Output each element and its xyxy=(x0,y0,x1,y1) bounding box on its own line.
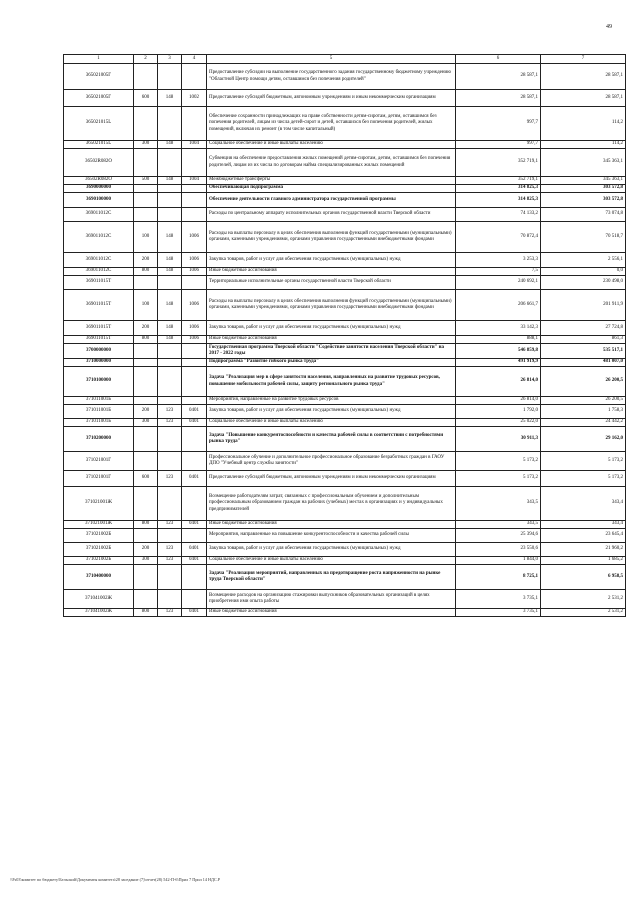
cell-col-2 xyxy=(134,397,158,405)
table-row xyxy=(64,177,626,185)
table-header-row xyxy=(64,55,626,64)
cell-col-3 xyxy=(158,276,182,290)
cell-col-4 xyxy=(182,590,207,609)
table-row xyxy=(64,107,626,141)
cell-col-4 xyxy=(182,487,207,521)
cell-col-4 xyxy=(182,208,207,222)
cell-value-6: 3 735,1 xyxy=(456,609,541,617)
cell-col-2 xyxy=(134,208,158,222)
cell-name: Обеспечение деятельности главного администратора государственной программы xyxy=(207,193,456,208)
cell-name: Государственная программа Тверской области "Содействие занятости населения Тверской области" на 2017 - 2022 годы xyxy=(207,344,456,359)
cell-col-4 xyxy=(182,427,207,452)
cell-code: 369011015Т xyxy=(64,321,134,336)
cell-value-7: 70 518,7 xyxy=(541,222,626,253)
cell-col-2: 200 xyxy=(134,543,158,557)
table-row xyxy=(64,253,626,268)
cell-col-3 xyxy=(158,590,182,609)
table-row xyxy=(64,405,626,419)
cell-value-6: 1 792,0 xyxy=(456,405,541,419)
cell-value-6: 70 872,4 xyxy=(456,222,541,253)
table-row xyxy=(64,397,626,405)
cell-value-6: 5 173,2 xyxy=(456,471,541,487)
cell-col-4 xyxy=(182,452,207,471)
cell-col-4: 1004 xyxy=(182,141,207,149)
cell-col-4: 0401 xyxy=(182,405,207,419)
cell-name: Субвенция на обеспечение предоставления жилых помещений детям-сиротам, детям, оставшимся без попечения родителей, лицам из их числа по договорам найма специализированных жилых помещений xyxy=(207,149,456,177)
cell-value-6: 240 692,1 xyxy=(456,276,541,290)
table-row xyxy=(64,185,626,193)
cell-value-6: 491 919,9 xyxy=(456,359,541,367)
cell-name: Закупка товаров, работ и услуг для обеспечения государственных (муниципальных) нужд xyxy=(207,543,456,557)
cell-value-6: 352 719,1 xyxy=(456,149,541,177)
cell-col-3 xyxy=(158,367,182,397)
cell-name: Расходы по центральному аппарату исполнительных органов государственной власти Тверской области xyxy=(207,208,456,222)
cell-value-7: 343,4 xyxy=(541,521,626,529)
cell-col-2 xyxy=(134,149,158,177)
cell-col-3 xyxy=(158,565,182,590)
cell-col-2 xyxy=(134,487,158,521)
cell-value-7: 303 572,8 xyxy=(541,193,626,208)
cell-col-3: 148 xyxy=(158,336,182,344)
cell-col-2: 800 xyxy=(134,609,158,617)
cell-value-6: 352 719,1 xyxy=(456,177,541,185)
cell-col-2 xyxy=(134,529,158,543)
cell-col-4 xyxy=(182,565,207,590)
cell-col-2: 100 xyxy=(134,222,158,253)
cell-col-4 xyxy=(182,185,207,193)
cell-col-3: 148 xyxy=(158,141,182,149)
cell-col-3 xyxy=(158,149,182,177)
cell-value-7: 343,4 xyxy=(541,487,626,521)
cell-col-4 xyxy=(182,344,207,359)
cell-col-3 xyxy=(158,64,182,90)
cell-value-7: 1 685,2 xyxy=(541,557,626,565)
cell-col-2 xyxy=(134,107,158,141)
cell-name: Профессиональное обучение и дополнительное профессиональное образование безработных граждан в ГАОУ ДПО "Учебный центр службы занятости" xyxy=(207,452,456,471)
cell-code: 371021001Г xyxy=(64,471,134,487)
cell-value-6: 997,7 xyxy=(456,141,541,149)
cell-value-7: 345 363,1 xyxy=(541,149,626,177)
cell-col-3 xyxy=(158,452,182,471)
cell-col-3 xyxy=(158,208,182,222)
cell-value-7: 23 645,4 xyxy=(541,529,626,543)
cell-col-4 xyxy=(182,367,207,397)
cell-value-7: 6 958,5 xyxy=(541,565,626,590)
cell-col-3: 148 xyxy=(158,90,182,107)
cell-value-7: 535 517,1 xyxy=(541,344,626,359)
cell-name: Обеспечивающая подпрограмма xyxy=(207,185,456,193)
cell-col-3 xyxy=(158,359,182,367)
cell-code: 371021001Г xyxy=(64,452,134,471)
cell-name: Межбюджетные трансферты xyxy=(207,177,456,185)
cell-col-4 xyxy=(182,397,207,405)
table-row xyxy=(64,276,626,290)
cell-col-2 xyxy=(134,565,158,590)
cell-name: Закупка товаров, работ и услуг для обеспечения государственных (муниципальных) нужд xyxy=(207,321,456,336)
cell-name: Иные бюджетные ассигнования xyxy=(207,268,456,276)
cell-name: Подпрограмма "Развитие гибкого рынка труда" xyxy=(207,359,456,367)
cell-name: Расходы на выплаты персоналу в целях обеспечения выполнения функций государственными (муниципальными) органами, казенными учреждениями, органами управления государственными внебюджетными фондами xyxy=(207,290,456,321)
cell-col-3 xyxy=(158,344,182,359)
cell-col-4 xyxy=(182,64,207,90)
cell-col-3 xyxy=(158,107,182,141)
table-row xyxy=(64,452,626,471)
cell-col-4: 1006 xyxy=(182,268,207,276)
cell-value-6: 3 735,1 xyxy=(456,590,541,609)
cell-name: Территориальные исполнительные органы государственной власти Тверской области xyxy=(207,276,456,290)
table-row xyxy=(64,268,626,276)
cell-value-7: 0,0 xyxy=(541,268,626,276)
cell-code: 371021001Ж xyxy=(64,521,134,529)
cell-col-2 xyxy=(134,590,158,609)
cell-col-4 xyxy=(182,529,207,543)
header-col-3: 3 xyxy=(158,55,182,64)
cell-value-7: 1 758,3 xyxy=(541,405,626,419)
cell-value-7: 2 531,2 xyxy=(541,590,626,609)
cell-value-6: 28 587,1 xyxy=(456,64,541,90)
cell-code: 3710000000 xyxy=(64,359,134,367)
table-row xyxy=(64,487,626,521)
cell-col-4 xyxy=(182,149,207,177)
cell-col-2 xyxy=(134,452,158,471)
table-row xyxy=(64,141,626,149)
cell-name: Иные бюджетные ассигнования xyxy=(207,609,456,617)
cell-col-4: 0401 xyxy=(182,419,207,427)
table-row xyxy=(64,590,626,609)
cell-col-2: 800 xyxy=(134,268,158,276)
cell-col-3: 148 xyxy=(158,290,182,321)
cell-col-3: 123 xyxy=(158,419,182,427)
cell-name: Иные бюджетные ассигнования xyxy=(207,521,456,529)
cell-code: 3690000000 xyxy=(64,185,134,193)
cell-name: Возмещение работодателям затрат, связанных с профессиональным обучением и дополнительным профессиональным образованием граждан на рабочих (учебных) местах в организациях и у индивидуальных предпринимателей xyxy=(207,487,456,521)
cell-name: Мероприятия, направленные на повышение конкурентоспособности и качества рабочей силы xyxy=(207,529,456,543)
cell-col-4: 0401 xyxy=(182,471,207,487)
cell-name: Предоставление субсидий бюджетным, автономным учреждениям и иным некоммерческим организациям xyxy=(207,90,456,107)
cell-name: Предоставление субсидий бюджетным, автономным учреждениям и иным некоммерческим организациям xyxy=(207,471,456,487)
cell-col-3: 148 xyxy=(158,321,182,336)
cell-code: 369011012С xyxy=(64,208,134,222)
cell-code: 369011012С xyxy=(64,268,134,276)
cell-col-2: 600 xyxy=(134,90,158,107)
cell-value-6: 30 911,3 xyxy=(456,427,541,452)
table-row xyxy=(64,557,626,565)
cell-col-2: 600 xyxy=(134,471,158,487)
table-row xyxy=(64,529,626,543)
cell-value-7: 230 498,0 xyxy=(541,276,626,290)
cell-col-2: 500 xyxy=(134,177,158,185)
cell-col-3: 148 xyxy=(158,268,182,276)
cell-col-4: 1006 xyxy=(182,336,207,344)
cell-name: Социальное обеспечение и иные выплаты населению xyxy=(207,419,456,427)
cell-value-7: 26 200,5 xyxy=(541,367,626,397)
table-row xyxy=(64,321,626,336)
table-row xyxy=(64,471,626,487)
cell-col-4 xyxy=(182,359,207,367)
cell-value-6: 206 661,7 xyxy=(456,290,541,321)
cell-value-7: 28 587,1 xyxy=(541,90,626,107)
cell-code: 369011015Т xyxy=(64,290,134,321)
header-col-5: 5 xyxy=(207,55,456,64)
cell-code: 371041002Ж xyxy=(64,590,134,609)
cell-col-3 xyxy=(158,397,182,405)
cell-value-6: 546 859,8 xyxy=(456,344,541,359)
cell-col-3: 123 xyxy=(158,521,182,529)
cell-code: 365021005Г xyxy=(64,64,134,90)
cell-code: 371011001Б xyxy=(64,397,134,405)
cell-col-3: 148 xyxy=(158,177,182,185)
cell-col-4 xyxy=(182,276,207,290)
cell-name: Задача "Реализация мероприятий, направленных на предотвращение роста напряженности на рынке труда Тверской области" xyxy=(207,565,456,590)
cell-name: Расходы на выплаты персоналу в целях обеспечения выполнения функций государственными (муниципальными) органами, казенными учреждениями, органами управления государственными внебюджетными фондами xyxy=(207,222,456,253)
table-row xyxy=(64,290,626,321)
cell-col-2: 300 xyxy=(134,419,158,427)
cell-col-2 xyxy=(134,185,158,193)
table-row xyxy=(64,565,626,590)
cell-value-6: 26 814,0 xyxy=(456,367,541,397)
header-col-2: 2 xyxy=(134,55,158,64)
cell-value-6: 25 022,0 xyxy=(456,419,541,427)
cell-col-4: 1002 xyxy=(182,90,207,107)
cell-value-7: 26 200,5 xyxy=(541,397,626,405)
cell-code: 365021015L xyxy=(64,107,134,141)
cell-col-3: 123 xyxy=(158,543,182,557)
cell-col-2 xyxy=(134,344,158,359)
cell-code: 3710200000 xyxy=(64,427,134,452)
cell-code: 371021002Б xyxy=(64,543,134,557)
cell-value-6: 7,5 xyxy=(456,268,541,276)
cell-code: 369011012С xyxy=(64,222,134,253)
cell-value-6: 28 587,1 xyxy=(456,90,541,107)
cell-value-6: 1 844,0 xyxy=(456,557,541,565)
cell-col-4: 0401 xyxy=(182,543,207,557)
cell-col-2 xyxy=(134,367,158,397)
header-col-7: 7 xyxy=(541,55,626,64)
cell-col-2: 300 xyxy=(134,141,158,149)
cell-code: 369011015Т xyxy=(64,276,134,290)
table-row xyxy=(64,609,626,617)
budget-table xyxy=(63,54,626,617)
cell-col-3: 148 xyxy=(158,253,182,268)
cell-value-7: 201 911,9 xyxy=(541,290,626,321)
table-row xyxy=(64,222,626,253)
cell-value-6: 3 253,3 xyxy=(456,253,541,268)
footer-file-path: \\Fs03\комитет по бюджету\Бельский\Документы комитета\28 заседание (7)\отчет(28) 542-П-6\Прил 7 Прил 14 НДС.Р xyxy=(10,877,221,882)
cell-value-6: 23 550,6 xyxy=(456,543,541,557)
cell-code: 371021002Б xyxy=(64,529,134,543)
cell-col-4: 1006 xyxy=(182,290,207,321)
cell-value-7: 861,3 xyxy=(541,336,626,344)
table-row xyxy=(64,64,626,90)
cell-value-7: 2 556,1 xyxy=(541,253,626,268)
cell-code: 36502R082О xyxy=(64,177,134,185)
cell-name: Обеспечение сохранности принадлежащих на праве собственности детям-сиротам, детям, оставшимся без попечения родителей, лицам из числа детей-сирот и детей, оставшихся без попечения родителей, жилых помещений, включая их ремонт (в том числе капитальный) xyxy=(207,107,456,141)
cell-name: Возмещение расходов на организацию стажировки выпускников образовательных организаций в целях приобретения ими опыта работы xyxy=(207,590,456,609)
cell-code: 365021005Г xyxy=(64,90,134,107)
cell-code: 365021015L xyxy=(64,141,134,149)
cell-code: 3710100000 xyxy=(64,367,134,397)
cell-value-6: 343,5 xyxy=(456,487,541,521)
cell-code: 369011012С xyxy=(64,253,134,268)
header-col-4: 4 xyxy=(182,55,207,64)
cell-col-4: 0401 xyxy=(182,609,207,617)
cell-value-7: 2 531,2 xyxy=(541,609,626,617)
cell-col-4: 0401 xyxy=(182,557,207,565)
cell-col-4 xyxy=(182,193,207,208)
cell-col-3 xyxy=(158,529,182,543)
cell-code: 371021001Ж xyxy=(64,487,134,521)
cell-value-7: 21 960,2 xyxy=(541,543,626,557)
cell-value-6: 997,7 xyxy=(456,107,541,141)
cell-col-3: 123 xyxy=(158,471,182,487)
cell-col-2: 100 xyxy=(134,290,158,321)
cell-value-7: 24 442,2 xyxy=(541,419,626,427)
cell-col-2: 800 xyxy=(134,336,158,344)
cell-value-7: 28 587,1 xyxy=(541,64,626,90)
table-body xyxy=(64,64,626,617)
cell-col-3: 123 xyxy=(158,405,182,419)
cell-col-4 xyxy=(182,107,207,141)
cell-value-6: 8 725,1 xyxy=(456,565,541,590)
cell-value-7: 345 363,1 xyxy=(541,177,626,185)
cell-col-3 xyxy=(158,185,182,193)
cell-col-2 xyxy=(134,359,158,367)
cell-col-2: 300 xyxy=(134,557,158,565)
page-number: 49 xyxy=(606,24,612,30)
cell-name: Задача "Реализация мер в сфере занятости населения, направленных на развитие трудовых ресурсов, повышение мобильности рабочей силы, защиту регионального рынка труда" xyxy=(207,367,456,397)
cell-code: 369011015Т xyxy=(64,336,134,344)
cell-value-6: 343,5 xyxy=(456,521,541,529)
cell-code: 371011001Б xyxy=(64,405,134,419)
cell-code: 3700000000 xyxy=(64,344,134,359)
cell-col-4: 1006 xyxy=(182,253,207,268)
cell-name: Закупка товаров, работ и услуг для обеспечения государственных (муниципальных) нужд xyxy=(207,253,456,268)
cell-col-2: 200 xyxy=(134,321,158,336)
cell-code: 3690100000 xyxy=(64,193,134,208)
cell-code: 3710400000 xyxy=(64,565,134,590)
header-col-1: 1 xyxy=(64,55,134,64)
table-row xyxy=(64,543,626,557)
cell-value-6: 74 133,2 xyxy=(456,208,541,222)
cell-value-7: 73 074,8 xyxy=(541,208,626,222)
cell-value-6: 314 825,3 xyxy=(456,193,541,208)
cell-col-3 xyxy=(158,427,182,452)
table-row xyxy=(64,149,626,177)
cell-col-4: 1006 xyxy=(182,222,207,253)
table-row xyxy=(64,419,626,427)
cell-code: 371041002Ж xyxy=(64,609,134,617)
cell-name: Задача "Повышение конкурентоспособности и качества рабочей силы в соответствии с потребностями рынка труда" xyxy=(207,427,456,452)
table-row xyxy=(64,208,626,222)
cell-col-3: 123 xyxy=(158,557,182,565)
cell-value-7: 27 724,8 xyxy=(541,321,626,336)
table-row xyxy=(64,193,626,208)
cell-value-6: 26 814,0 xyxy=(456,397,541,405)
cell-code: 36502R082О xyxy=(64,149,134,177)
cell-col-2: 200 xyxy=(134,253,158,268)
cell-col-2 xyxy=(134,64,158,90)
table-row xyxy=(64,359,626,367)
header-col-6: 6 xyxy=(456,55,541,64)
table-row xyxy=(64,367,626,397)
cell-value-7: 303 572,8 xyxy=(541,185,626,193)
cell-value-6: 25 394,6 xyxy=(456,529,541,543)
cell-value-7: 5 173,2 xyxy=(541,471,626,487)
cell-name: Социальное обеспечение и иные выплаты населению xyxy=(207,557,456,565)
cell-value-7: 29 162,0 xyxy=(541,427,626,452)
table-row xyxy=(64,336,626,344)
cell-col-4: 1006 xyxy=(182,321,207,336)
cell-col-3 xyxy=(158,193,182,208)
cell-col-2: 800 xyxy=(134,521,158,529)
cell-name: Предоставление субсидии на выполнение государственного задания государственному бюджетному учреждению "Областной Центр помощи детям, оставшимся без попечения родителей" xyxy=(207,64,456,90)
cell-value-6: 314 825,3 xyxy=(456,185,541,193)
cell-name: Закупка товаров, работ и услуг для обеспечения государственных (муниципальных) нужд xyxy=(207,405,456,419)
cell-col-3: 123 xyxy=(158,609,182,617)
cell-col-2 xyxy=(134,193,158,208)
cell-name: Иные бюджетные ассигнования xyxy=(207,336,456,344)
cell-col-2 xyxy=(134,427,158,452)
cell-value-7: 5 173,2 xyxy=(541,452,626,471)
table-row xyxy=(64,90,626,107)
cell-name: Мероприятия, направленные на развитие трудовых ресурсов xyxy=(207,397,456,405)
cell-col-4: 1004 xyxy=(182,177,207,185)
table-row xyxy=(64,427,626,452)
cell-col-2: 200 xyxy=(134,405,158,419)
cell-value-7: 481 007,0 xyxy=(541,359,626,367)
cell-col-4: 0401 xyxy=(182,521,207,529)
cell-value-6: 5 173,2 xyxy=(456,452,541,471)
cell-value-6: 888,1 xyxy=(456,336,541,344)
cell-value-7: 114,2 xyxy=(541,107,626,141)
cell-value-7: 114,2 xyxy=(541,141,626,149)
table-row xyxy=(64,521,626,529)
cell-col-3 xyxy=(158,487,182,521)
table-row xyxy=(64,344,626,359)
cell-code: 371021002Б xyxy=(64,557,134,565)
cell-col-3: 148 xyxy=(158,222,182,253)
cell-col-2 xyxy=(134,276,158,290)
cell-value-6: 33 142,3 xyxy=(456,321,541,336)
cell-code: 371011001Б xyxy=(64,419,134,427)
cell-name: Социальное обеспечение и иные выплаты населению xyxy=(207,141,456,149)
